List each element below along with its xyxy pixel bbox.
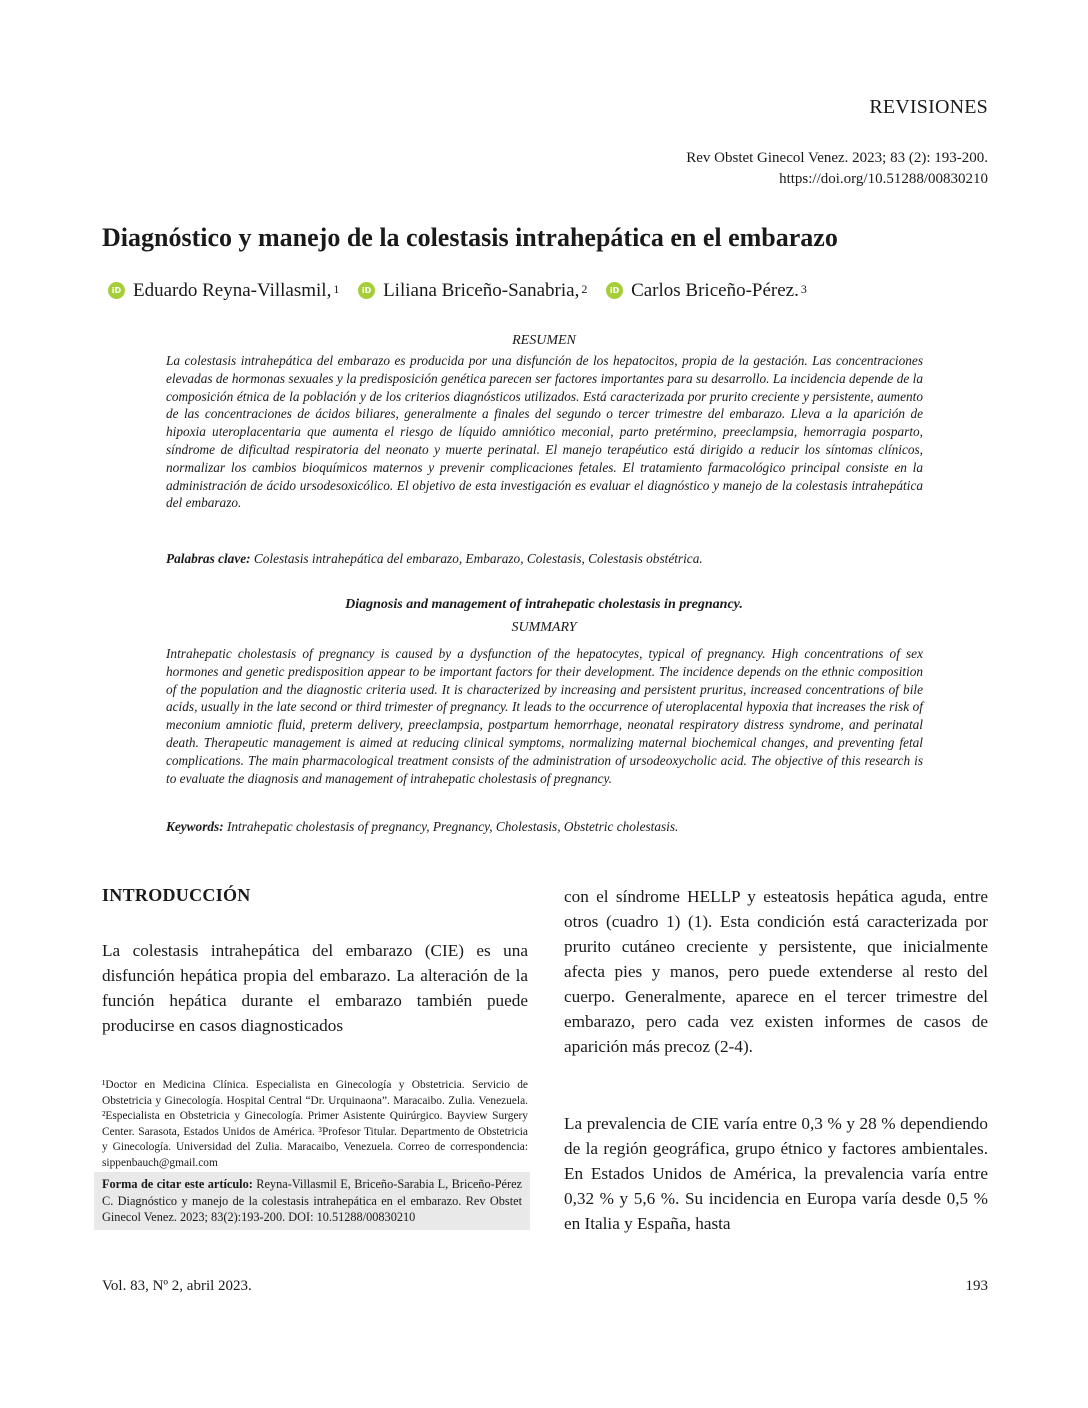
palabras-clave — [166, 550, 923, 568]
orcid-icon[interactable]: iD — [606, 282, 623, 299]
how-to-cite-text: Reyna-Villasmil E, Briceño-Sarabia L, Briceño-Pérez C. Diagnóstico y manejo de la colestasis intrahepática en el embarazo. Rev Obstet Ginecol Venez. 2023; 83(2):193-200. DOI: 10.51288/00830210 — [102, 1177, 523, 1225]
how-to-cite-label: Forma de citar este artículo: — [102, 1177, 253, 1191]
author-name: Eduardo Reyna-Villasmil, — [133, 279, 332, 301]
article-title: Diagnóstico y manejo de la colestasis intrahepática en el embarazo — [102, 223, 838, 252]
orcid-icon[interactable]: iD — [108, 282, 125, 299]
right-column-paragraph-2: La prevalencia de CIE varía entre 0,3 % y 28 % dependiendo de la región geográfica, grupo étnico y factores ambientales. En Estados Unidos de América, la prevalencia varía entre 0,32 % y 5,6 %. Su incidencia en Europa varía desde 0,5 % en Italia y España, hasta — [564, 1114, 988, 1233]
footer-page-number: 193 — [965, 1278, 988, 1294]
keywords-label: Keywords: — [166, 819, 224, 834]
author-3 — [606, 278, 807, 304]
affiliation-footnote: ¹Doctor en Medicina Clínica. Especialista en Ginecología y Obstetricia. Servicio de Obstetricia y Ginecología. Hospital Central “Dr. Urquinaona”. Maracaibo. Zulia. Venezuela. ²Especialista en Obstetricia y Ginecología. Primer Asistente Quirúrgico. Bayview Surgery Center. Sarasota, Estados Unidos de América. ³Profesor Titular. Departmento de Obstetricia y Ginecología. Universidad del Zulia. Maracaibo, Venezuela. Correo de correspondencia: sippenbauch@gmail.com — [102, 1079, 528, 1169]
section-label: REVISIONES — [869, 96, 988, 118]
footer-volume: Vol. 83, Nº 2, abril 2023. — [102, 1278, 252, 1294]
summary-text: Intrahepatic cholestasis of pregnancy is caused by a dysfunction of the hepatocytes, typical of pregnancy. High concentrations of sex hormones and genetic predisposition appear to be important factors for their development. The incidence depends on the ethnic composition of the population and the diagnostic criteria used. It is characterized by increasing and persistent pruritus, increased concentrations of bile acids, usually in the late second or third trimester of pregnancy. It leads to the occurrence of uteroplacental hypoxia that increases the risk of meconium amniotic fluid, preterm delivery, preeclampsia, postpartum hemorrhage, neonatal respiratory distress syndrome, and perinatal death. Therapeutic management is aimed at reducing clinical symptoms, normalizing maternal biochemical changes, and preventing fetal complications. The main pharmacological treatment consists of the administration of ursodeoxycholic acid. The objective of this research is to evaluate the diagnosis and management of intrahepatic cholestasis of pregnancy. — [166, 646, 923, 786]
journal-citation-header — [686, 148, 988, 190]
intro-heading: INTRODUCCIÓN — [102, 885, 251, 905]
author-list — [108, 275, 988, 304]
author-2 — [358, 278, 587, 304]
resumen-heading: RESUMEN — [512, 333, 576, 348]
journal-citation: Rev Obstet Ginecol Venez. 2023; 83 (2): 193-200. — [686, 150, 988, 166]
keywords-list: Intrahepatic cholestasis of pregnancy, Pregnancy, Cholestasis, Obstetric cholestasis. — [223, 819, 679, 834]
author-1 — [108, 278, 339, 304]
author-name: Liliana Briceño-Sanabria, — [383, 279, 580, 301]
keywords — [166, 818, 923, 836]
summary-heading: SUMMARY — [511, 620, 577, 635]
orcid-icon[interactable]: iD — [358, 282, 375, 299]
right-column-paragraph-1: con el síndrome HELLP y esteatosis hepática aguda, entre otros (cuadro 1) (1). Esta condición está caracterizada por prurito cutáneo creciente y persistente, que inicialmente afecta pies y manos, pero puede extenderse al resto del cuerpo. Generalmente, aparece en el tercer trimestre del embarazo, pero cada vez existen informes de casos de aparición más precoz (2-4). — [564, 887, 988, 1056]
resumen-text: La colestasis intrahepática del embarazo es producida por una disfunción de los hepatocitos, propia de la gestación. Las concentraciones elevadas de hormonas sexuales y la predisposición genética parecen ser factores importantes para su desarrollo. La incidencia depende de la composición étnica de la población y de los criterios diagnósticos utilizados. Está caracterizada por prurito creciente y persistente, aumento de las concentraciones de ácidos biliares, generalmente a finales del segundo o tercer trimestre del embarazo. Lleva a la aparición de hipoxia uteroplacentaria que aumenta el riesgo de líquido amniótico meconial, parto pretérmino, preeclampsia, hemorragia posparto, síndrome de dificultad respiratoria del neonato y muerte perinatal. El manejo terapéutico está dirigido a reducir los síntomas clínicos, normalizar los cambios bioquímicos maternos y prevenir complicaciones fetales. El tratamiento farmacológico principal consiste en la administración de ácido ursodesoxicólico. El objetivo de esta investigación es evaluar el diagnóstico y manejo de la colestasis intrahepática del embarazo. — [166, 353, 923, 511]
palabras-clave-label: Palabras clave: — [166, 551, 251, 566]
doi-link[interactable]: https://doi.org/10.51288/00830210 — [779, 171, 988, 187]
author-affiliation-mark: 2 — [581, 281, 588, 296]
author-affiliation-mark: 3 — [800, 281, 807, 296]
author-name: Carlos Briceño-Pérez. — [631, 279, 799, 301]
how-to-cite-box — [94, 1172, 530, 1230]
author-affiliation-mark: 1 — [333, 281, 340, 296]
palabras-clave-list: Colestasis intrahepática del embarazo, Embarazo, Colestasis, Colestasis obstétrica. — [250, 551, 703, 566]
english-title: Diagnosis and management of intrahepatic cholestasis in pregnancy. — [345, 597, 743, 612]
intro-paragraph-1: La colestasis intrahepática del embarazo (CIE) es una disfunción hepática propia del embarazo. La alteración de la función hepática durante el embarazo también puede producirse en casos diagnosticados — [102, 941, 528, 1035]
